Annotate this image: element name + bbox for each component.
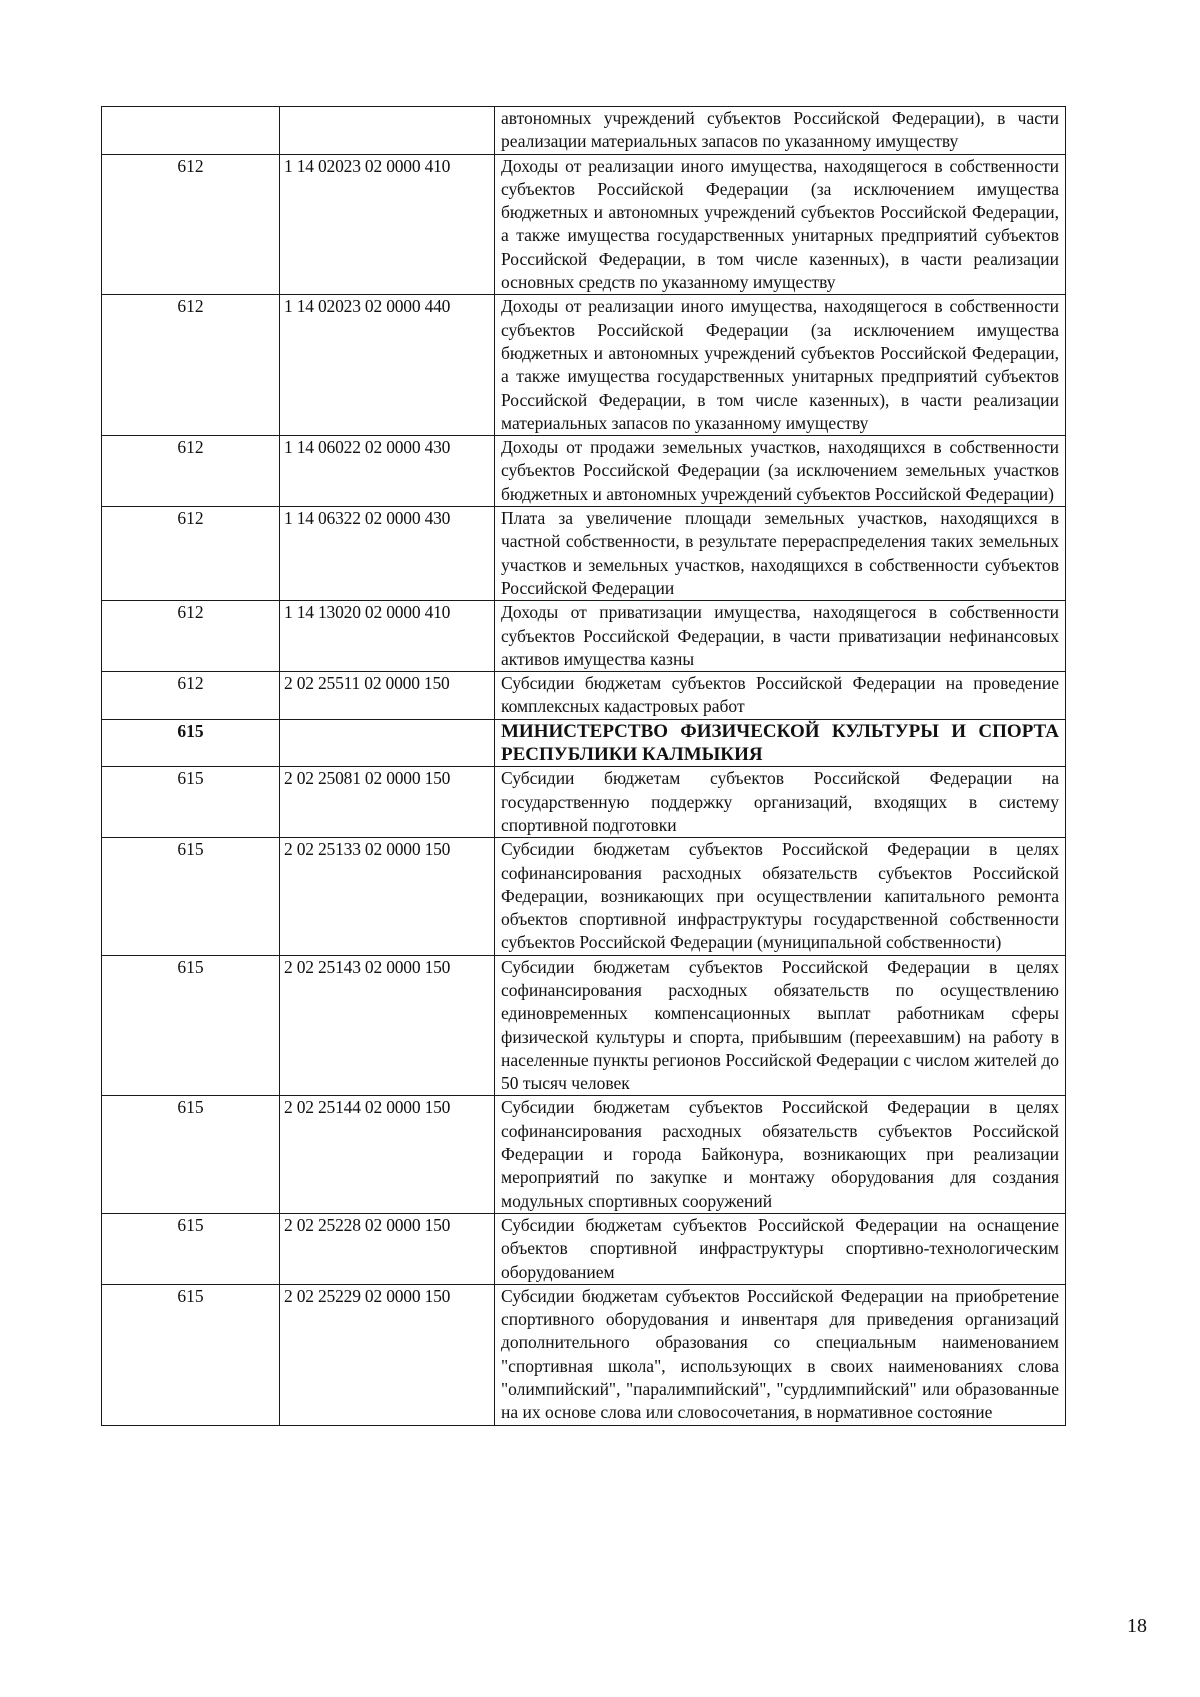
description-cell: Субсидии бюджетам субъектов Российской Федерации на проведение комплексных кадастровых работ: [495, 672, 1066, 720]
revenue-code-cell: 2 02 25081 02 0000 150: [280, 767, 495, 838]
page-number: 18: [1127, 1615, 1147, 1637]
admin-code-cell: 615: [102, 1284, 280, 1425]
table-row: [102, 838, 1066, 955]
table-row: [102, 1213, 1066, 1284]
table-body: [102, 107, 1066, 1426]
revenue-code-cell: 1 14 13020 02 0000 410: [280, 601, 495, 672]
table-row: [102, 154, 1066, 295]
admin-code-cell: 612: [102, 507, 280, 601]
table-row: [102, 955, 1066, 1096]
admin-code-cell: 615: [102, 838, 280, 955]
revenue-code-cell: 1 14 02023 02 0000 410: [280, 154, 495, 295]
description-cell: Субсидии бюджетам субъектов Российской Федерации в целях софинансирования расходных обязательств субъектов Российской Федерации, возникающих при осуществлении капитального ремонта объектов спортивной инфраструктуры государственной собственности субъектов Российской Федерации (муниципальной собственности): [495, 838, 1066, 955]
ministry-name-cell: МИНИСТЕРСТВО ФИЗИЧЕСКОЙ КУЛЬТУРЫ И СПОРТА РЕСПУБЛИКИ КАЛМЫКИЯ: [495, 719, 1066, 767]
description-cell: автономных учреждений субъектов Российской Федерации), в части реализации материальных запасов по указанному имуществу: [495, 107, 1066, 155]
admin-code-cell: 612: [102, 672, 280, 720]
revenue-code-cell: 2 02 25511 02 0000 150: [280, 672, 495, 720]
revenue-code-cell: [280, 719, 495, 767]
table-row: [102, 672, 1066, 720]
admin-code-cell: 612: [102, 154, 280, 295]
description-cell: Доходы от реализации иного имущества, находящегося в собственности субъектов Российской Федерации (за исключением имущества бюджетных и автономных учреждений субъектов Российской Федерации, а также имущества государственных унитарных предприятий субъектов Российской Федерации, в том числе казенных), в части реализации материальных запасов по указанному имуществу: [495, 295, 1066, 436]
table-row: [102, 295, 1066, 436]
admin-code-cell: 615: [102, 955, 280, 1096]
admin-code-cell: 615: [102, 767, 280, 838]
description-cell: Субсидии бюджетам субъектов Российской Федерации в целях софинансирования расходных обязательств по осуществлению единовременных компенсационных выплат работникам сферы физической культуры и спорта, прибывшим (переехавшим) на работу в населенные пункты регионов Российской Федерации с числом жителей до 50 тысяч человек: [495, 955, 1066, 1096]
admin-code-cell: 612: [102, 295, 280, 436]
table-row: [102, 507, 1066, 601]
revenue-code-cell: [280, 107, 495, 155]
admin-code-cell: [102, 107, 280, 155]
table-row: [102, 107, 1066, 155]
table-row: [102, 436, 1066, 507]
admin-code-cell: 615: [102, 719, 280, 767]
revenue-code-cell: 1 14 06322 02 0000 430: [280, 507, 495, 601]
admin-code-cell: 612: [102, 436, 280, 507]
admin-code-cell: 615: [102, 1213, 280, 1284]
description-cell: Доходы от реализации иного имущества, находящегося в собственности субъектов Российской Федерации (за исключением имущества бюджетных и автономных учреждений субъектов Российской Федерации, а также имущества государственных унитарных предприятий субъектов Российской Федерации, в том числе казенных), в части реализации основных средств по указанному имуществу: [495, 154, 1066, 295]
description-cell: Доходы от продажи земельных участков, находящихся в собственности субъектов Российской Федерации (за исключением земельных участков бюджетных и автономных учреждений субъектов Российской Федерации): [495, 436, 1066, 507]
description-cell: Субсидии бюджетам субъектов Российской Федерации в целях софинансирования расходных обязательств субъектов Российской Федерации и города Байконура, возникающих при реализации мероприятий по закупке и монтажу оборудования для создания модульных спортивных сооружений: [495, 1096, 1066, 1213]
description-cell: Доходы от приватизации имущества, находящегося в собственности субъектов Российской Федерации, в части приватизации нефинансовых активов имущества казны: [495, 601, 1066, 672]
table-row: [102, 601, 1066, 672]
admin-code-cell: 615: [102, 1096, 280, 1213]
table-row: [102, 1284, 1066, 1425]
description-cell: Субсидии бюджетам субъектов Российской Федерации на оснащение объектов спортивной инфраструктуры спортивно-технологическим оборудованием: [495, 1213, 1066, 1284]
section-header-row: [102, 719, 1066, 767]
revenue-code-cell: 2 02 25143 02 0000 150: [280, 955, 495, 1096]
revenue-code-cell: 1 14 06022 02 0000 430: [280, 436, 495, 507]
description-cell: Субсидии бюджетам субъектов Российской Федерации на приобретение спортивного оборудования и инвентаря для приведения организаций дополнительного образования со специальным наименованием "спортивная школа", использующих в своих наименованиях слова "олимпийский", "паралимпийский", "сурдлимпийский" или образованные на их основе слова или словосочетания, в нормативное состояние: [495, 1284, 1066, 1425]
description-cell: Субсидии бюджетам субъектов Российской Федерации на государственную поддержку организаций, входящих в систему спортивной подготовки: [495, 767, 1066, 838]
table-row: [102, 1096, 1066, 1213]
table-row: [102, 767, 1066, 838]
revenue-code-cell: 1 14 02023 02 0000 440: [280, 295, 495, 436]
description-cell: Плата за увеличение площади земельных участков, находящихся в частной собственности, в результате перераспределения таких земельных участков и земельных участков, находящихся в собственности субъектов Российской Федерации: [495, 507, 1066, 601]
admin-code-cell: 612: [102, 601, 280, 672]
revenue-codes-table: [101, 106, 1066, 1426]
revenue-code-cell: 2 02 25133 02 0000 150: [280, 838, 495, 955]
revenue-code-cell: 2 02 25144 02 0000 150: [280, 1096, 495, 1213]
revenue-code-cell: 2 02 25229 02 0000 150: [280, 1284, 495, 1425]
revenue-code-cell: 2 02 25228 02 0000 150: [280, 1213, 495, 1284]
